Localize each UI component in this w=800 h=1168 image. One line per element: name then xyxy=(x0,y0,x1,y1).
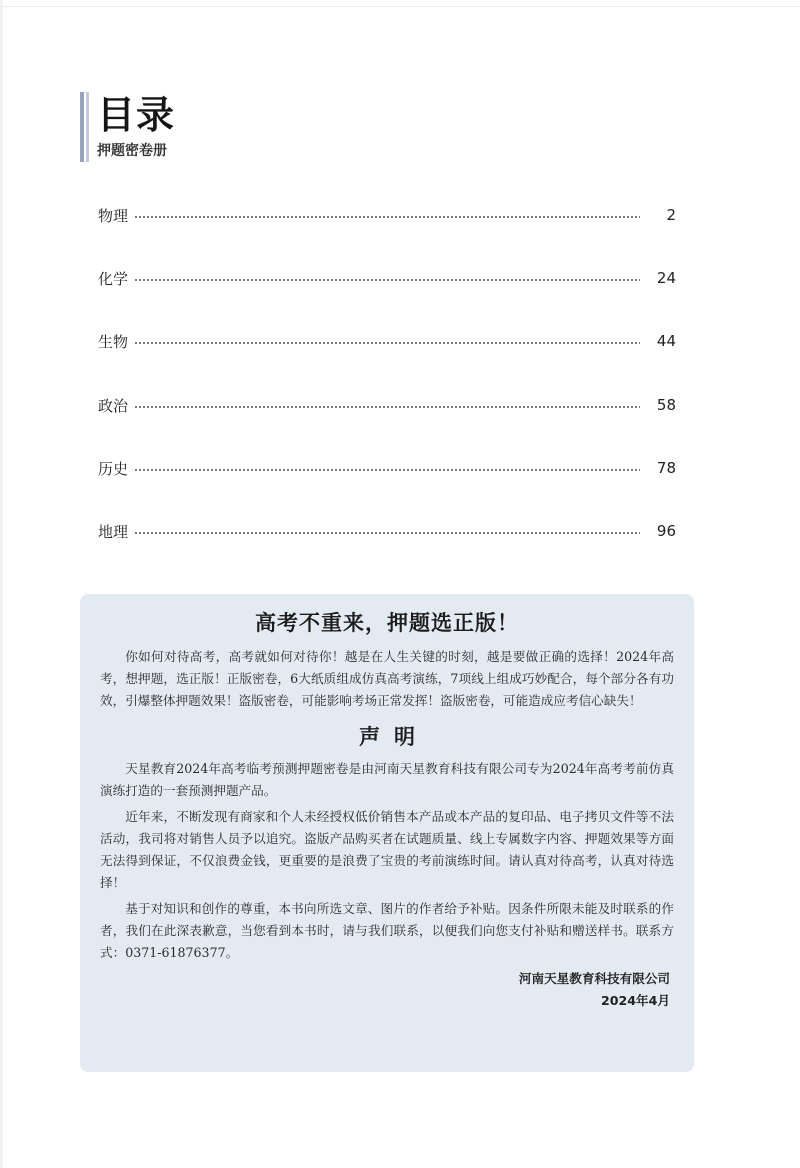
header-accent-bar-light xyxy=(86,92,89,162)
notice-intro-paragraph: 你如何对待高考，高考就如何对待你！越是在人生关键的时刻，越是要做正确的选择！2024年高考，想押题，选正版！正版密卷，6大纸质组成仿真高考演练，7项线上组成巧妙配合，每个部分各有功效，引爆整体押题效果！盗版密卷，可能影响考场正常发挥！盗版密卷，可能造成应考信心缺失！ xyxy=(100,649,674,708)
toc-subject: 化学 xyxy=(98,269,129,288)
toc-page-number: 78 xyxy=(656,459,676,477)
declaration-paragraph: 近年来，不断发现有商家和个人未经授权低价销售本产品或本产品的复印品、电子拷贝文件等不法活动，我司将对销售人员予以追究。盗版产品购买者在试题质量、线上专属数字内容、押题效果等方面无法得到保证，不仅浪费金钱，更重要的是浪费了宝贵的考前演练时间。请认真对待高考，认真对待选择！ xyxy=(100,809,674,890)
page-title: 目录 xyxy=(97,93,176,137)
header-accent-bar xyxy=(80,92,84,162)
declaration-paragraph: 基于对知识和创作的尊重，本书向所选文章、图片的作者给予补贴。因条件所限未能及时联系的作者，我们在此深表歉意，当您看到本书时，请与我们联系，以便我们向您支付补贴和赠送样书。联系方式：0371-61876377。 xyxy=(100,901,674,960)
notice-title: 高考不重来，押题选正版！ xyxy=(255,611,519,635)
toc-subject: 地理 xyxy=(98,522,129,541)
toc-page-number: 96 xyxy=(656,522,676,540)
page-top-rule xyxy=(0,6,800,7)
page-subtitle: 押题密卷册 xyxy=(97,143,167,159)
notice-box xyxy=(80,594,694,1072)
toc-entry-biology[interactable] xyxy=(98,329,676,353)
toc-leader-dots xyxy=(134,469,640,471)
toc-subject: 物理 xyxy=(98,206,129,225)
toc-entry-history[interactable] xyxy=(98,456,676,480)
toc-entry-chemistry[interactable] xyxy=(98,266,676,290)
signature-date: 2024年4月 xyxy=(600,993,670,1008)
toc-subject: 历史 xyxy=(98,459,129,478)
toc-leader-dots xyxy=(134,279,640,281)
toc-subject: 生物 xyxy=(98,332,129,351)
toc-entry-physics[interactable] xyxy=(98,203,676,227)
company-signature: 河南天星教育科技有限公司 xyxy=(518,971,670,986)
toc-page-number: 58 xyxy=(656,396,676,414)
toc-leader-dots xyxy=(134,532,640,534)
declaration-paragraph: 天星教育2024年高考临考预测押题密卷是由河南天星教育科技有限公司专为2024年高考考前仿真演练打造的一套预测押题产品。 xyxy=(100,761,674,798)
toc-leader-dots xyxy=(134,216,640,218)
toc-subject: 政治 xyxy=(98,396,129,415)
page-spine-shadow xyxy=(0,0,3,1168)
toc-leader-dots xyxy=(134,406,640,408)
toc-page-number: 24 xyxy=(656,269,676,287)
declaration-title: 声明 xyxy=(359,725,429,749)
toc-leader-dots xyxy=(134,342,640,344)
toc-page-number: 2 xyxy=(666,206,676,224)
toc-page-number: 44 xyxy=(656,332,676,350)
toc-entry-geography[interactable] xyxy=(98,519,676,543)
toc-entry-politics[interactable] xyxy=(98,393,676,417)
